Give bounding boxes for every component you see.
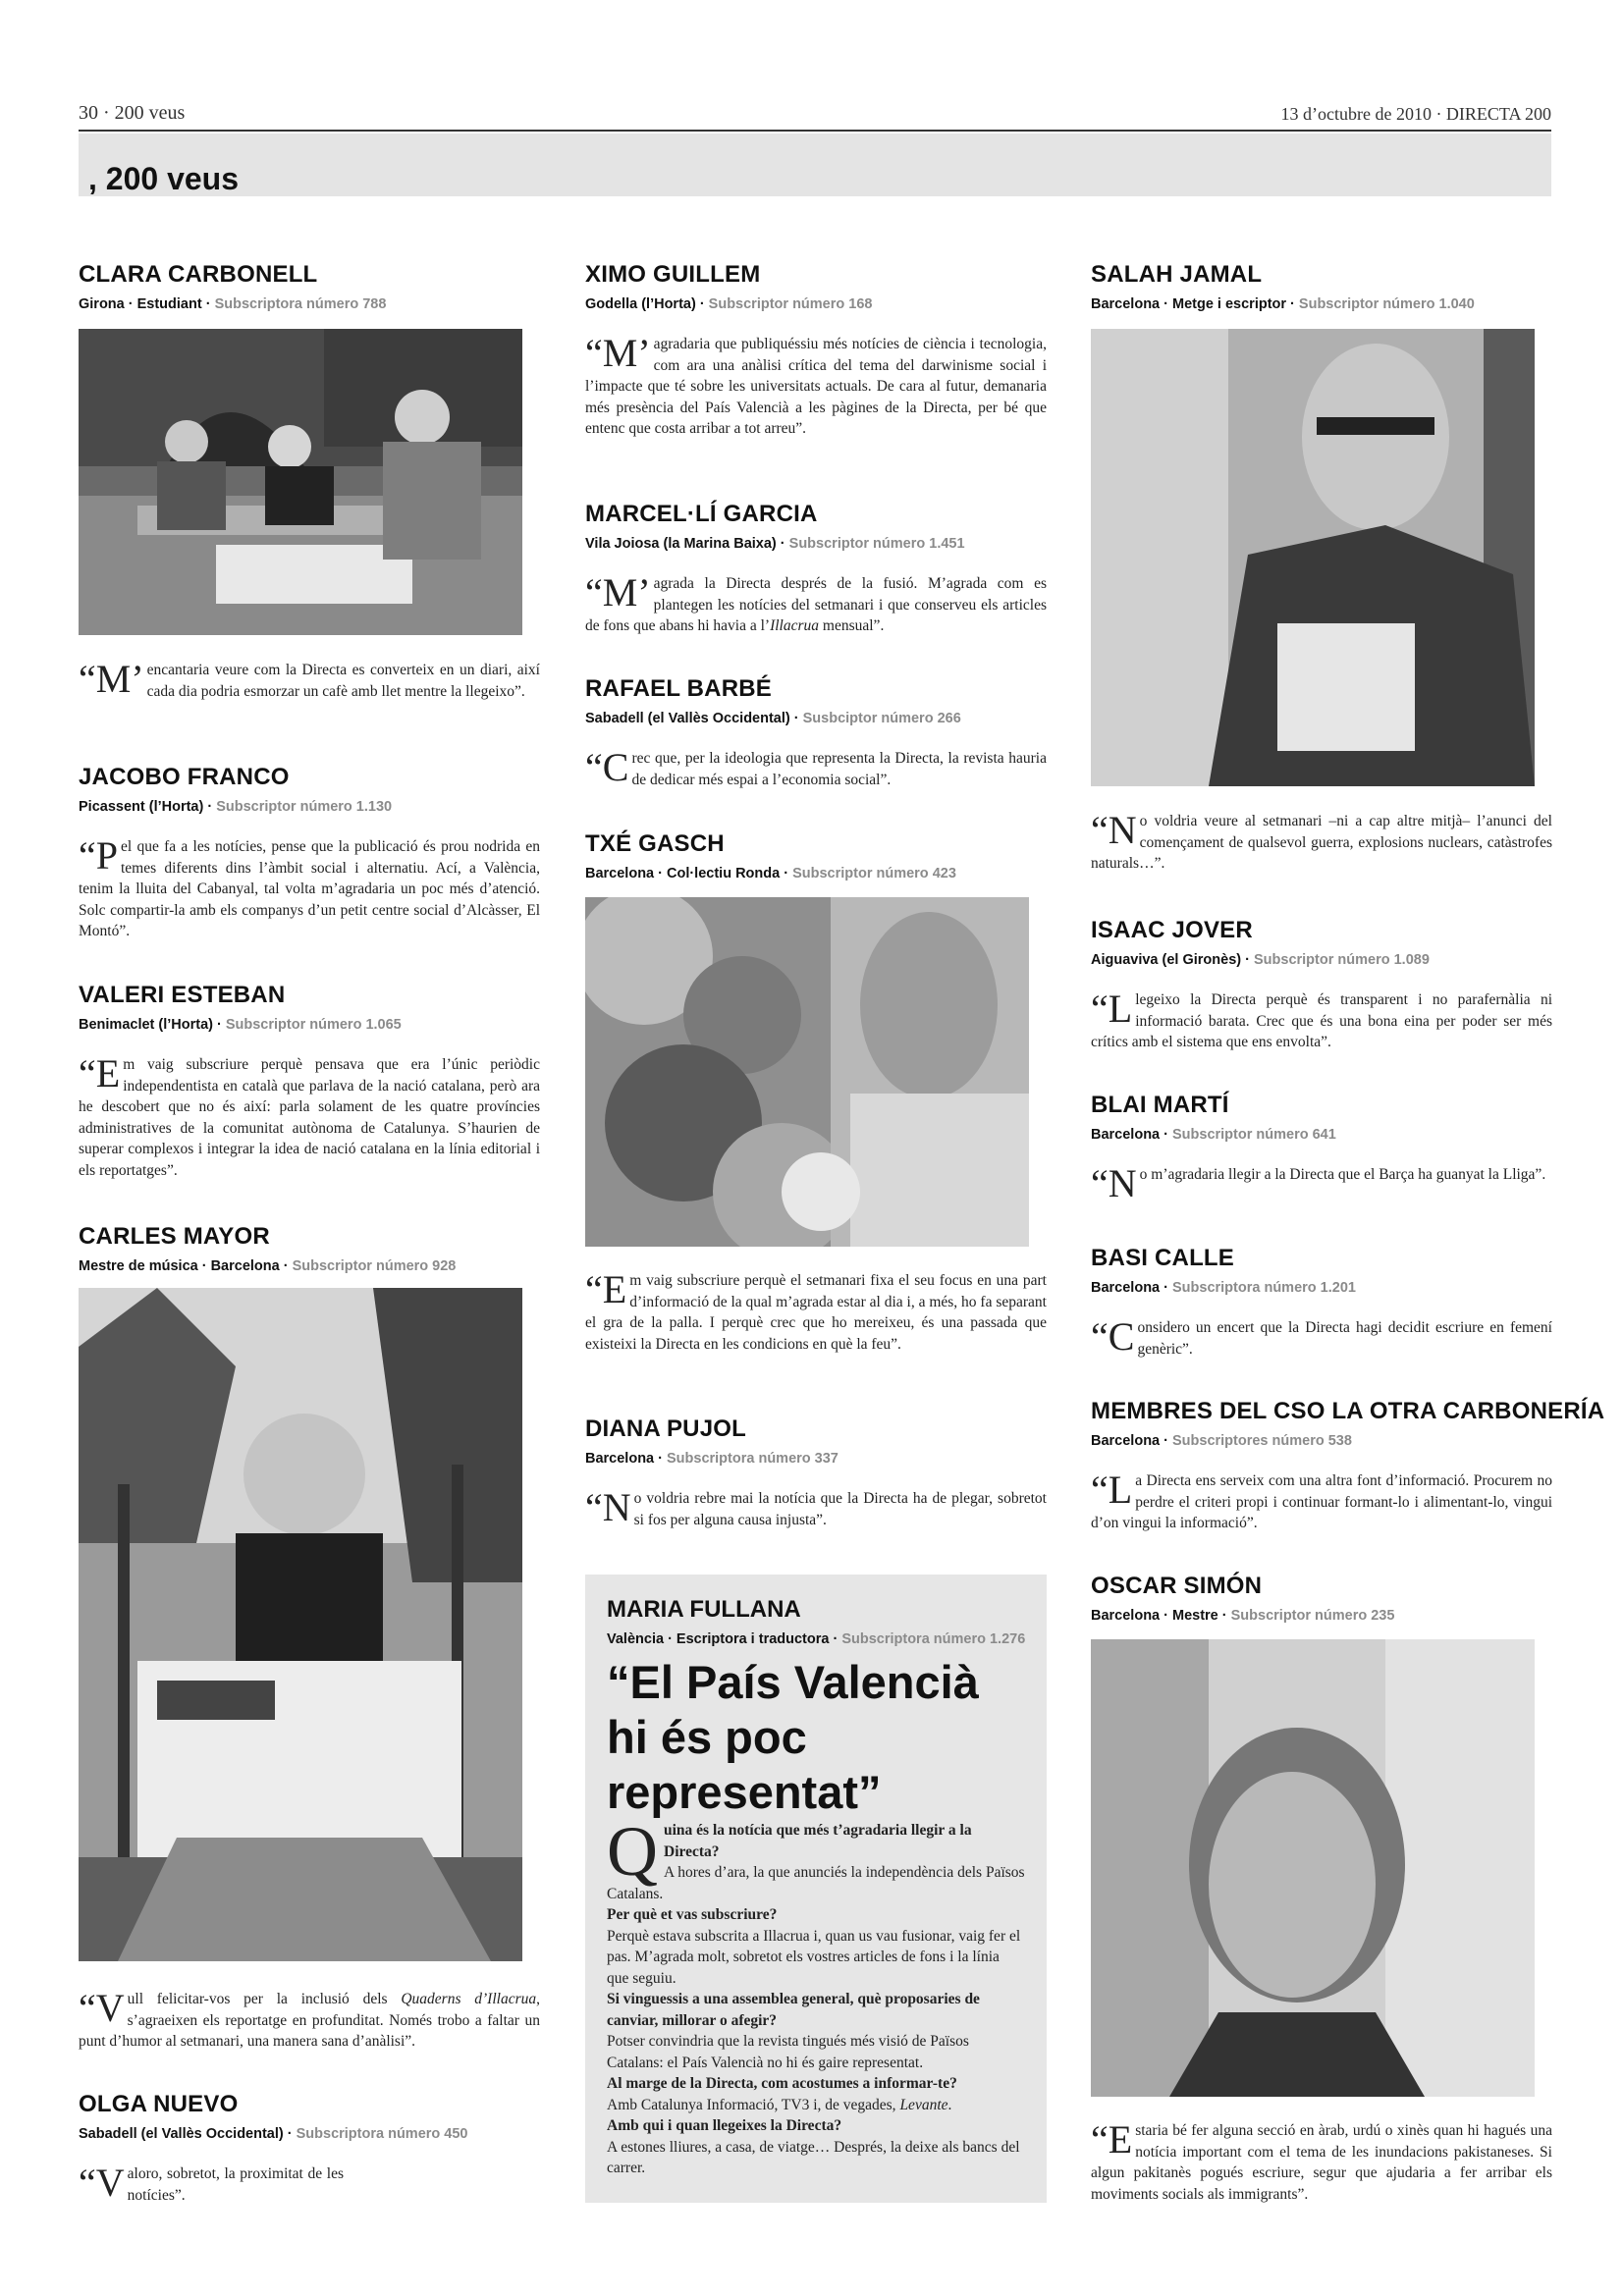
entry-name: JACOBO FRANCO [79,764,290,790]
entry-meta: Sabadell (el Vallès Occidental) · Susbciptor número 266 [585,711,961,726]
issue-date: 13 d’octubre de 2010 · DIRECTA 200 [1280,104,1551,124]
entry-quote: “M’ encantaria veure com la Directa es converteix en un diari, així cada dia podria esmorzar un cafè amb llet mentre la llegeixo”. [79,657,540,701]
entry-quote: “Considero un encert que la Directa hagi decidit escriure en femení genèric”. [1091,1314,1552,1359]
entry-meta: Barcelona · Metge i escriptor · Subscriptor número 1.040 [1091,296,1475,312]
photo-cafe-terrace [79,329,522,635]
entry-quote: “Em vaig subscriure perquè el setmanari fixa el seu focus en una part d’informació de la qual m’agrada estar al dia i, a més, ho fa separant el gra de la palla. I perquè crec que ho mereixeu, és una passada que existeixi la Directa en les condicions en què la feu”. [585,1267,1047,1353]
entry-quote: “M’ agradaria que publiquéssiu més notícies de ciència i tecnologia, com ara una anàlisi crítica del tema del darwinisme social i l’impacte que té sobre les universitats actuals. De cara al futur, demanaria més presència del País Valencià a les pàgines de la Directa, per bé que entenc que costa arribar a tot arreu”. [585,331,1047,437]
drop-cap: Q [607,1812,658,1891]
entry-name: MEMBRES DEL CSO LA OTRA CARBONERÍA [1091,1398,1605,1424]
photo-young-man-portrait [1091,1639,1535,2097]
entry-quote: “No m’agradaria llegir a la Directa que el Barça ha guanyat la Lliga”. [1091,1161,1546,1205]
entry-quote: “Crec que, per la ideologia que representa la Directa, la revista hauria de dedicar més espai a l’economia social”. [585,745,1047,789]
entry-quote: “Estaria bé fer alguna secció en àrab, urdú o xinès quan hi hagués una notícia important com el tema de les inundacions pakistaneses. Si algun pakitanès pogués escriure, segur que ajudaria a fer arribar els moviments socials als immigrants”. [1091,2117,1552,2203]
page-number-section: 30 · 200 veus [79,102,186,124]
entry-name: OSCAR SIMÓN [1091,1573,1263,1599]
entry-name: BASI CALLE [1091,1245,1234,1271]
interview-body: Quina és la notícia que més t’agradaria llegir a la Directa? A hores d’ara, la que anunciés la independència dels Països Catalans. Per què et vas subscriure? Perquè estava subscrita a Illacrua i, quan us vau fusionar, vaig fer el pas. M’agrada molt, sobretot els vostres articles de fons i la línia que seguiu. Si vinguessis a una assemblea general, què proposaries de canviar, millorar o afegir? Potser convindria que la revista tingués més visió de Països Catalans: el País Valencià no hi és gaire representat. Al marge de la Directa, com acostumes a informar-te? Amb Catalunya Informació, TV3 i, de vegades, Levante. Amb qui i quan llegeixes la Directa? A estones lliures, a casa, de viatge… Després, la deixe als bancs del carrer. [607,1812,1025,2176]
entry-name: BLAI MARTÍ [1091,1092,1229,1118]
entry-quote: “La Directa ens serveix com una altra font d’informació. Procurem no perdre el criteri propi i continuar formant-lo i alimentant-lo, vingui d’on vingui la informació”. [1091,1468,1552,1531]
section-band [79,133,1551,196]
entry-quote: “Vull felicitar-vos per la inclusió dels Quaderns d’Illacrua, s’agraeixen els reportatge en profunditat. Només trobo a faltar un punt d’humor al setmanari, una manera sana d’anàlisi”. [79,1986,540,2050]
page-header [79,98,1551,132]
section-title: , 200 veus [88,161,239,196]
entry-meta: Mestre de música · Barcelona · Subscriptor número 928 [79,1258,457,1274]
entry-name: TXÉ GASCH [585,830,725,857]
entry-meta: Barcelona · Subscriptores número 538 [1091,1433,1352,1449]
entry-name: OLGA NUEVO [79,2091,239,2117]
entry-meta: Girona · Estudiant · Subscriptora número 788 [79,296,387,312]
entry-meta: Barcelona · Mestre · Subscriptor número 235 [1091,1608,1395,1624]
entry-meta: Sabadell (el Vallès Occidental) · Subscriptora número 450 [79,2126,468,2142]
entry-quote: “No voldria rebre mai la notícia que la Directa ha de plegar, sobretot si fos per alguna causa injusta”. [585,1485,1047,1529]
entry-meta: Aiguaviva (el Gironès) · Subscriptor número 1.089 [1091,952,1430,968]
entry-meta: Godella (l’Horta) · Subscriptor número 168 [585,296,873,312]
entry-name: CARLES MAYOR [79,1223,270,1250]
entry-quote: “M’ agrada la Directa després de la fusió. M’agrada com es plantegen les notícies del setmanari i que conserveu els articles de fons que abans hi havia a l’Illacrua mensual”. [585,570,1047,634]
entry-meta: Barcelona · Subscriptor número 641 [1091,1127,1336,1143]
entry-meta: Barcelona · Col·lectiu Ronda · Subscriptor número 423 [585,866,956,881]
entry-quote: “Llegeixo la Directa perquè és transparent i no parafernàlia ni informació barata. Crec que és una bona eina per poder ser més crítics amb el sistema que ens envolta”. [1091,987,1552,1050]
entry-name: DIANA PUJOL [585,1415,746,1442]
entry-name: RAFAEL BARBÉ [585,675,772,702]
entry-quote: “Valoro, sobretot, la proximitat de les notícies”. [79,2161,344,2205]
entry-name: ISAAC JOVER [1091,917,1253,943]
entry-meta: Barcelona · Subscriptora número 1.201 [1091,1280,1356,1296]
entry-meta: Benimaclet (l’Horta) · Subscriptor número 1.065 [79,1017,402,1033]
photo-man-in-garden [585,897,1029,1247]
entry-meta: Vila Joiosa (la Marina Baixa) · Subscriptor número 1.451 [585,536,965,552]
entry-quote: “Em vaig subscriure perquè pensava que era l’únic periòdic independentista en català que parlava de la nació catalana, però ara he descobert que no és així: parla solament de les quatre províncies administratives de la comunitat autònoma de Catalunya. S’haurien de superar complexos i integrar la idea de nació catalana en la línia editorial i els reportatges”. [79,1051,540,1179]
entry-name: XIMO GUILLEM [585,261,761,288]
interview-meta: València · Escriptora i traductora · Subscriptora número 1.276 [607,1631,1026,1647]
interview-name: MARIA FULLANA [607,1596,801,1623]
entry-name: VALERI ESTEBAN [79,982,286,1008]
entry-name: SALAH JAMAL [1091,261,1263,288]
entry-name: MARCEL·LÍ GARCIA [585,501,818,527]
entry-quote: “No voldria veure al setmanari –ni a cap altre mitjà– l’anunci del començament de qualsevol guerra, explosions nuclears, catàstrofes naturals…”. [1091,808,1552,872]
entry-name: CLARA CARBONELL [79,261,318,288]
entry-meta: Picassent (l’Horta) · Subscriptor número 1.130 [79,799,393,815]
entry-meta: Barcelona · Subscriptora número 337 [585,1451,839,1467]
photo-reader-with-newspaper [79,1288,522,1961]
interview-headline: “El País Valencià hi és poc representat” [607,1656,979,1818]
entry-quote: “Pel que fa a les notícies, pense que la publicació és prou nodrida en temes diferents dins l’àmbit social i alternatiu. Ací, a València, tenim la lluita del Cabanyal, tal volta m’agradaria un poc més d’atenció. Solc compartir-la amb els companys d’un petit centre social d’Alcàsser, El Montó”. [79,833,540,939]
interview-box [585,1575,1047,2203]
photo-man-with-glasses [1091,329,1535,786]
